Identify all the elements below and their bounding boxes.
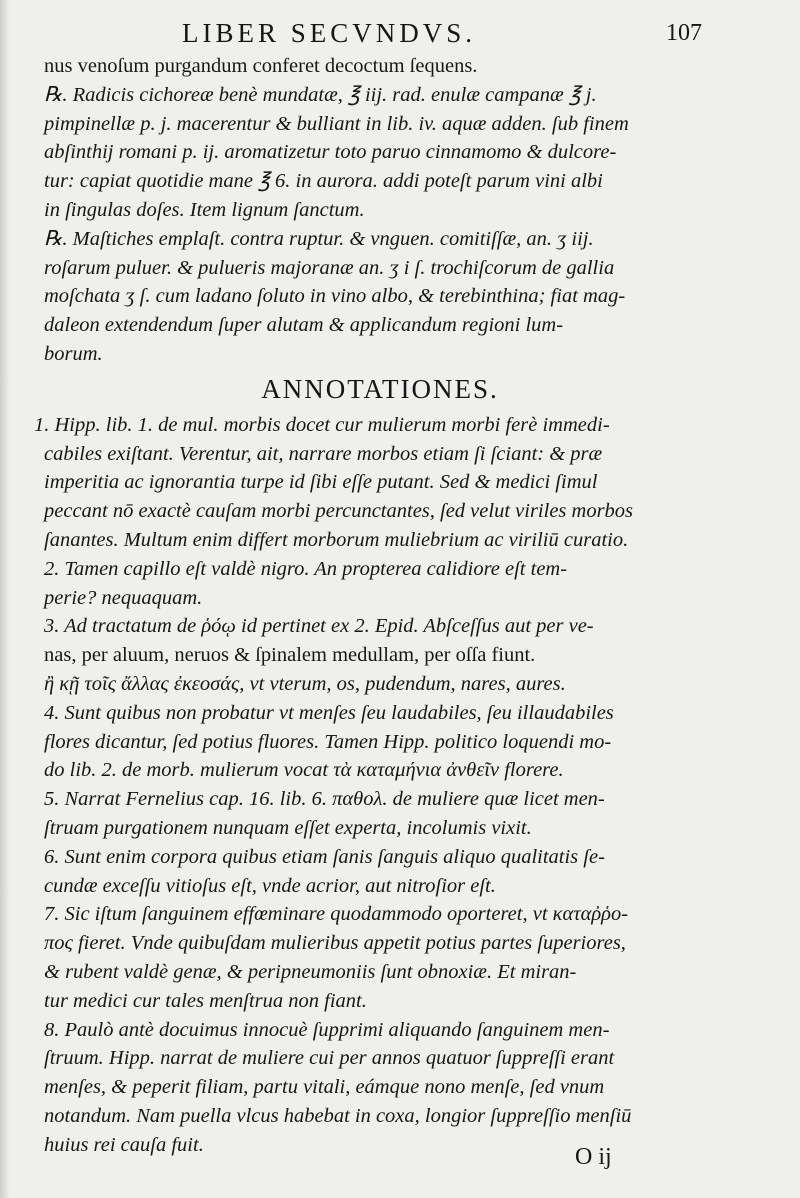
annotation-line: notandum. Nam puella vlcus habebat in coxa, longior ſuppreſſio menſiū	[44, 1104, 632, 1127]
annotation-line: ſtruum. Hipp. narrat de muliere cui per annos quatuor ſuppreſſi erant	[44, 1047, 615, 1070]
annotation-line: 8. Paulò antè docuimus innocuè ſupprimi aliquando ſanguinem men-	[44, 1018, 610, 1041]
annotation-line: tur medici cur tales menſtrua non fiant.	[44, 989, 367, 1012]
annotation-line: huius rei cauſa fuit.	[44, 1133, 204, 1156]
body-line: daleon extendendum ſuper alutam & applicandum regioni lum-	[44, 314, 564, 337]
body-line: ℞. Radicis cichoreæ benè mundatæ, ℥ iij. rad. enulæ campanæ ℥ j.	[44, 83, 597, 106]
body-line: pimpinellæ p. j. macerentur & bulliant in lib. iv. aquæ adden. ſub finem	[44, 112, 629, 135]
annotation-line: menſes, & peperit filiam, partu vitali, eámque nono menſe, ſed vnum	[44, 1076, 605, 1099]
annotation-line: 4. Sunt quibus non probatur vt menſes ſeu laudabiles, ſeu illaudabiles	[44, 701, 614, 724]
body-text	[34, 52, 706, 369]
annotation-line: & rubent valdè genæ, & peripneumoniis ſunt obnoxiæ. Et miran-	[44, 960, 577, 983]
annotation-line: cundæ exceſſu vitioſus eſt, vnde acrior, aut nitroſior eſt.	[44, 874, 496, 897]
annotation-line: 3. Ad tractatum de ῥόῳ id pertinet ex 2. Epid. Abſceſſus aut per ve-	[44, 615, 594, 638]
annotation-line: ſtruam purgationem nunquam eſſet experta, incolumis vixit.	[44, 816, 532, 839]
annotation-line: 5. Narrat Fernelius cap. 16. lib. 6. παθολ. de muliere quæ licet men-	[44, 788, 605, 811]
annotation-line: flores dicantur, ſed potius fluores. Tamen Hipp. politico loquendi mo-	[44, 730, 612, 753]
annotation-line: ἢ κῇ τοῖς ἄλλας ἐκεοσάς, vt vterum, os, pudendum, nares, aures.	[44, 672, 566, 695]
body-line: moſchata ʒ ſ. cum ladano ſoluto in vino albo, & terebinthina; fiat mag-	[44, 285, 626, 308]
annotation-line: 7. Sic iſtum ſanguinem effœminare quodammodo oporteret, vt καταῤῥο-	[44, 903, 629, 926]
page-header	[0, 18, 800, 52]
annotations-text	[34, 411, 706, 1160]
body-line: abſinthij romani p. ij. aromatizetur toto paruo cinnamomo & dulcore-	[44, 141, 617, 164]
annotation-line: πος fieret. Vnde quibuſdam mulieribus appetit potius partes ſuperiores,	[44, 932, 626, 955]
body-line: borum.	[44, 342, 103, 365]
annotation-line: ſanantes. Multum enim differt morborum muliebrium ac viriliū curatio.	[44, 528, 629, 551]
section-heading: ANNOTATIONES.	[261, 373, 499, 404]
body-line: roſarum puluer. & pulueris majoranæ an. ʒ i ſ. trochiſcorum de gallia	[44, 256, 615, 279]
annotation-line: do lib. 2. de morb. mulierum vocat τὰ καταμήνια ἀνθεῖν florere.	[44, 759, 564, 782]
annotation-line: 2. Tamen capillo eſt valdè nigro. An propterea calidiore eſt tem-	[44, 557, 568, 580]
body-line: ℞. Maſtiches emplaſt. contra ruptur. & vnguen. comitiſſæ, an. ʒ iij.	[44, 227, 594, 250]
text-block	[34, 52, 706, 1159]
page-number: 107	[666, 20, 702, 46]
running-title: LIBER SECVNDVS.	[182, 18, 477, 48]
signature-mark: O ij	[575, 1144, 612, 1170]
body-line: tur: capiat quotidie mane ℥ 6. in aurora. addi poteſt parum vini albi	[44, 170, 603, 193]
annotation-line: imperitia ac ignorantia turpe id ſibi eſſe putant. Sed & medici ſimul	[44, 471, 598, 494]
annotation-line: nas, per aluum, neruos & ſpinalem medullam, per oſſa fiunt.	[44, 644, 536, 667]
body-line: nus venoſum purgandum conferet decoctum ſequens.	[44, 55, 478, 77]
annotation-line: 1. Hipp. lib. 1. de mul. morbis docet cur mulierum morbi ferè immedi-	[34, 413, 610, 436]
annotation-line: perie? nequaquam.	[44, 586, 203, 609]
annotation-line: cabiles exiſtant. Verentur, ait, narrare morbos etiam ſi ſciant: & præ	[44, 442, 603, 465]
annotation-line: 6. Sunt enim corpora quibus etiam ſanis ſanguis aliquo qualitatis ſe-	[44, 845, 605, 868]
annotation-line: peccant nō exactè cauſam morbi percunctantes, ſed velut viriles morbos	[44, 500, 634, 523]
body-line: in ſingulas doſes. Item lignum ſanctum.	[44, 198, 365, 221]
